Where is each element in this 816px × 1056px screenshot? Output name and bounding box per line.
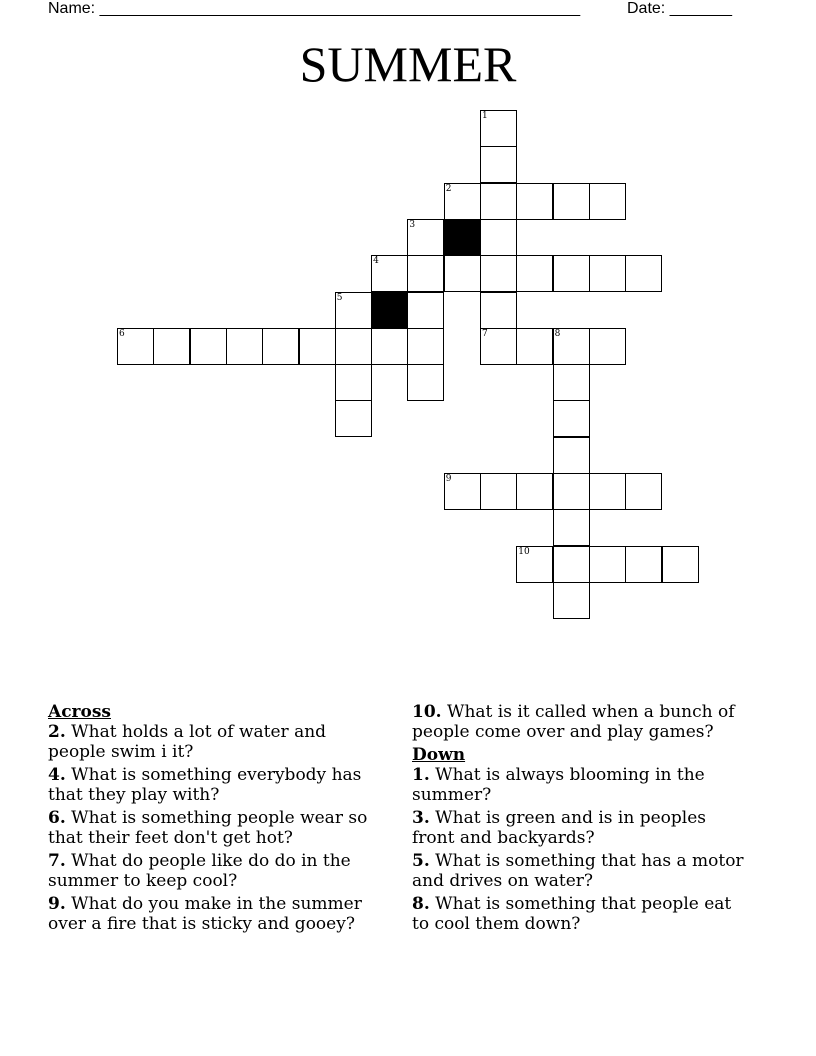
crossword-cell[interactable] xyxy=(153,328,190,365)
crossword-cell[interactable] xyxy=(407,364,444,401)
crossword-cell[interactable] xyxy=(299,328,336,365)
clue-across-2 xyxy=(48,722,388,762)
crossword-cell[interactable] xyxy=(335,292,372,329)
crossword-cell[interactable] xyxy=(480,146,517,183)
crossword-cell[interactable] xyxy=(625,546,662,583)
date-field-label: Date: _______ xyxy=(627,0,732,17)
crossword-cell-number: 4 xyxy=(373,256,379,267)
crossword-cell[interactable] xyxy=(589,255,626,292)
crossword-cell-number: 8 xyxy=(554,328,561,339)
crossword-cell[interactable] xyxy=(190,328,227,365)
clue-text: What is something that people eat to cool them down? xyxy=(412,894,732,934)
crossword-cell[interactable] xyxy=(516,255,553,292)
clue-text: What is always blooming in the summer? xyxy=(412,765,705,805)
clue-across-6 xyxy=(48,808,388,848)
crossword-cell[interactable] xyxy=(480,255,517,292)
crossword-cell[interactable] xyxy=(553,328,590,365)
page-title: SUMMER xyxy=(299,36,517,92)
crossword-cell[interactable] xyxy=(117,328,154,365)
crossword-cell[interactable] xyxy=(444,473,481,510)
crossword-cell[interactable] xyxy=(262,328,299,365)
crossword-cell-number: 6 xyxy=(119,328,125,339)
crossword-cell[interactable] xyxy=(407,255,444,292)
crossword-cell[interactable] xyxy=(480,328,517,365)
crossword-cell[interactable] xyxy=(662,546,699,583)
clue-down-8 xyxy=(412,894,752,934)
crossword-cell[interactable] xyxy=(589,328,626,365)
crossword-cell[interactable] xyxy=(371,255,408,292)
clue-number: 4. xyxy=(48,765,66,785)
crossword-cell[interactable] xyxy=(553,509,590,546)
crossword-cell[interactable] xyxy=(516,546,553,583)
crossword-cell[interactable] xyxy=(335,400,372,437)
clue-text: What is it called when a bunch of people come over and play games? xyxy=(412,702,735,742)
crossword-cell[interactable] xyxy=(553,255,590,292)
clue-text: What is something people wear so that their feet don't get hot? xyxy=(48,808,368,848)
clue-text: What is green and is in peoples front and backyards? xyxy=(412,808,707,848)
crossword-cell[interactable] xyxy=(226,328,263,365)
crossword-cell-number: 9 xyxy=(445,474,452,484)
clue-number: 8. xyxy=(412,894,430,914)
clue-text: What do people like do do in the summer to keep cool? xyxy=(48,851,351,891)
name-field-label: Name: ______________________________________________________ xyxy=(48,0,581,17)
crossword-cell[interactable] xyxy=(407,219,444,256)
clue-text: What is something that has a motor and drives on water? xyxy=(412,851,744,891)
clue-down-5 xyxy=(412,851,752,891)
crossword-cell[interactable] xyxy=(516,473,553,510)
clue-across-9 xyxy=(48,894,388,934)
crossword-cell[interactable] xyxy=(444,255,481,292)
crossword-cell-number: 2 xyxy=(445,183,452,194)
crossword-cell[interactable] xyxy=(589,473,626,510)
crossword-cell[interactable] xyxy=(516,328,553,365)
crossword-cell[interactable] xyxy=(407,292,444,329)
crossword-cell[interactable] xyxy=(553,400,590,437)
crossword-cell-number: 1 xyxy=(482,111,488,121)
crossword-cell[interactable] xyxy=(444,183,481,220)
crossword-cell[interactable] xyxy=(480,110,517,147)
clue-text: What holds a lot of water and people swim i it? xyxy=(48,722,327,762)
crossword-cell[interactable] xyxy=(480,473,517,510)
crossword-cell[interactable] xyxy=(553,437,590,474)
clue-number: 1. xyxy=(412,765,430,785)
clue-number: 5. xyxy=(412,851,430,871)
crossword-cell[interactable] xyxy=(553,546,590,583)
clue-down-1 xyxy=(412,765,752,805)
crossword-cell[interactable] xyxy=(625,473,662,510)
crossword-cell-number: 7 xyxy=(482,328,488,339)
clue-number: 3. xyxy=(412,808,430,828)
crossword-cell[interactable] xyxy=(553,473,590,510)
crossword-cell-number: 5 xyxy=(336,292,343,303)
crossword-cell-number: 3 xyxy=(409,219,416,230)
across-heading: Across xyxy=(48,702,111,722)
crossword-cell[interactable] xyxy=(335,364,372,401)
crossword-cell[interactable] xyxy=(625,255,662,292)
clue-number: 7. xyxy=(48,851,66,871)
crossword-cell-number: 10 xyxy=(518,546,530,557)
clue-across-4 xyxy=(48,765,388,805)
clue-text: What is something everybody has that they play with? xyxy=(48,765,362,805)
clue-across-10 xyxy=(412,702,752,742)
crossword-cell[interactable] xyxy=(589,546,626,583)
down-heading: Down xyxy=(412,745,466,765)
clue-number: 10. xyxy=(412,702,442,722)
crossword-cell[interactable] xyxy=(335,328,372,365)
crossword-cell[interactable] xyxy=(480,292,517,329)
crossword-cell[interactable] xyxy=(407,328,444,365)
crossword-cell[interactable] xyxy=(480,219,517,256)
crossword-cell[interactable] xyxy=(516,183,553,220)
clues-left-column xyxy=(48,702,388,937)
clue-text: What do you make in the summer over a fire that is sticky and gooey? xyxy=(48,894,362,934)
clue-number: 9. xyxy=(48,894,66,914)
clue-number: 2. xyxy=(48,722,66,742)
crossword-cell[interactable] xyxy=(553,582,590,619)
clue-number: 6. xyxy=(48,808,66,828)
crossword-black-cell xyxy=(444,219,481,256)
crossword-cell[interactable] xyxy=(480,183,517,220)
crossword-cell[interactable] xyxy=(553,183,590,220)
clues-right-column xyxy=(412,702,752,937)
clue-across-7 xyxy=(48,851,388,891)
crossword-cell[interactable] xyxy=(371,328,408,365)
crossword-cell[interactable] xyxy=(589,183,626,220)
crossword-cell[interactable] xyxy=(553,364,590,401)
clue-down-3 xyxy=(412,808,752,848)
crossword-black-cell xyxy=(371,292,408,329)
